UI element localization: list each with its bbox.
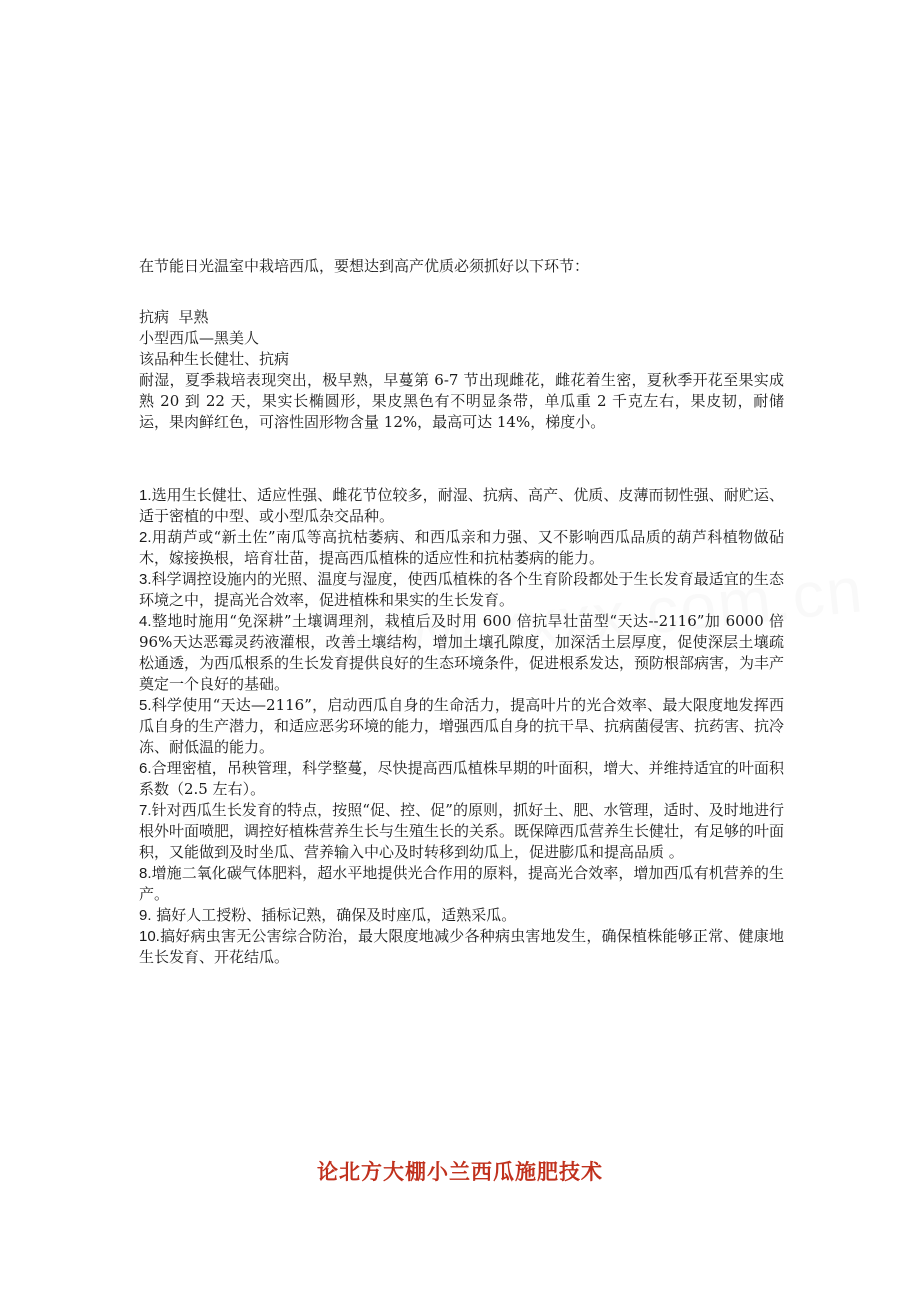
step-number: 8.: [139, 865, 152, 882]
step-text: 整地时施用“免深耕”土壤调理剂，栽植后及时用 600 倍抗旱壮苗型“天达--2116”加 6000 倍 96%天达恶霉灵药液灌根，改善土壤结构，增加土壤孔隙度，加深活土层厚度，促使深层土壤疏松通透，为西瓜根系的生长发育提供良好的生态环境条件，促进根系发达，预防根部病害，为丰产奠定一个良好的基础。: [139, 612, 785, 693]
list-item: [139, 611, 784, 695]
list-item: [139, 485, 784, 527]
step-text: 选用生长健壮、适应性强、雌花节位较多，耐湿、抗病、高产、优质、皮薄而韧性强、耐贮运、适于密植的中型、或小型瓜杂交品种。: [139, 486, 784, 525]
step-text: 搞好人工授粉、插标记熟，确保及时座瓜，适熟采瓜。: [151, 906, 517, 924]
variety-health: 该品种生长健壮、抗病: [139, 350, 290, 368]
list-item: [139, 527, 784, 569]
intro-paragraph: 在节能日光温室中栽培西瓜，要想达到高产优质必须抓好以下环节：: [139, 257, 590, 275]
step-number: 7.: [139, 802, 152, 819]
list-item: [139, 695, 784, 758]
variety-name: 小型西瓜—黑美人: [139, 329, 260, 347]
step-text: 科学使用“天达—2116”，启动西瓜自身的生命活力，提高叶片的光合效率、最大限度地发挥西瓜自身的生产潜力，和适应恶劣环境的能力，增强西瓜自身的抗干旱、抗病菌侵害、抗药害、抗冷冻、耐低温的能力。: [139, 696, 785, 756]
step-text: 增施二氧化碳气体肥料，超水平地提供光合作用的原料，提高光合效率，增加西瓜有机营养的生产。: [139, 864, 784, 903]
feature-tags: 抗病 早熟: [139, 308, 209, 326]
step-number: 6.: [139, 760, 152, 777]
step-number: 4.: [139, 613, 152, 630]
variety-description: 耐湿，夏季栽培表现突出，极早熟，早蔓第 6-7 节出现雌花，雌花着生密，夏秋季开花至果实成熟 20 到 22 天，果实长椭圆形，果皮黑色有不明显条带，单瓜重 2 千克左右，果皮韧，耐储运，果肉鲜红色，可溶性固形物含量 12%，最高可达 14%，梯度小。: [139, 371, 784, 431]
document-body: [139, 256, 784, 968]
list-item: [139, 758, 784, 800]
list-item: [139, 926, 784, 968]
step-text: 科学调控设施内的光照、温度与湿度，使西瓜植株的各个生育阶段都处于生长发育最适宜的生态环境之中，提高光合效率，促进植株和果实的生长发育。: [139, 570, 784, 609]
step-number: 10.: [139, 928, 160, 945]
step-number: 3.: [139, 571, 152, 588]
step-number: 5.: [139, 697, 152, 714]
list-item: [139, 863, 784, 905]
step-text: 搞好病虫害无公害综合防治，最大限度地减少各种病虫害地发生，确保植株能够正常、健康地生长发育、开花结瓜。: [139, 927, 784, 966]
step-number: 1.: [139, 487, 152, 504]
cultivation-steps-list: [139, 485, 784, 968]
step-text: 用葫芦或“新土佐”南瓜等高抗枯萎病、和西瓜亲和力强、又不影响西瓜品质的葫芦科植物做砧木，嫁接换根，培育壮苗，提高西瓜植株的适应性和抗枯萎病的能力。: [139, 528, 784, 567]
step-number: 9.: [139, 907, 152, 924]
list-item: [139, 905, 784, 926]
step-text: 针对西瓜生长发育的特点，按照“促、控、促”的原则，抓好土、肥、水管理，适时、及时地进行根外叶面喷肥，调控好植株营养生长与生殖生长的关系。既保障西瓜营养生长健壮，有足够的叶面积，又能做到及时坐瓜、营养输入中心及时转移到幼瓜上，促进膨瓜和提高品质 。: [139, 801, 785, 861]
next-article-title: 论北方大棚小兰西瓜施肥技术: [317, 1159, 603, 1184]
step-text: 合理密植，吊秧管理，科学整蔓，尽快提高西瓜植株早期的叶面积，增大、并维持适宜的叶面积系数（2.5 左右）。: [139, 759, 784, 798]
list-item: [139, 569, 784, 611]
step-number: 2.: [139, 529, 152, 546]
list-item: [139, 800, 784, 863]
